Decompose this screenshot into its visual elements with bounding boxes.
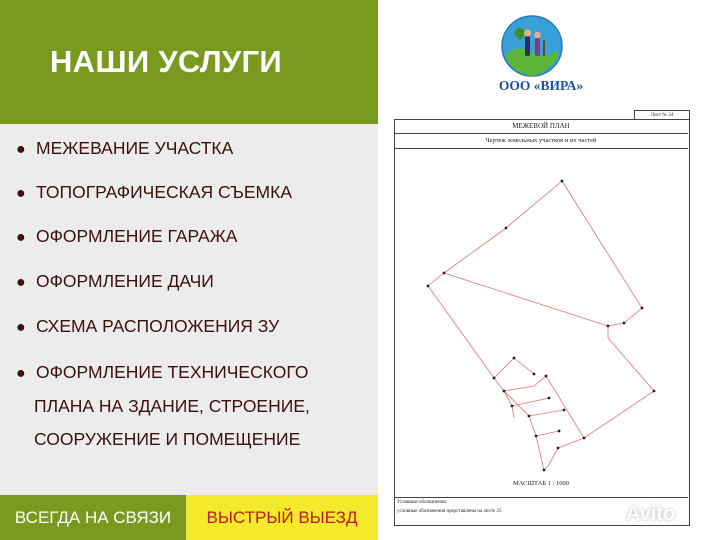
avito-watermark	[596, 503, 675, 526]
header-band	[0, 0, 378, 124]
bullet-icon: ●	[16, 319, 26, 336]
service-item	[16, 356, 310, 456]
plan-drawing	[394, 148, 688, 478]
bullet-icon: ●	[16, 365, 26, 382]
service-label: ОФОРМЛЕНИЕ ТЕХНИЧЕСКОГО	[36, 362, 309, 382]
bullet-icon: ●	[16, 141, 26, 158]
service-label: СХЕМА РАСПОЛОЖЕНИЯ ЗУ	[36, 316, 280, 336]
sheet-number: Лист № 24	[634, 110, 690, 120]
service-item	[16, 132, 233, 166]
service-label: ТОПОГРАФИЧЕСКАЯ СЪЕМКА	[36, 182, 293, 202]
service-label: СООРУЖЕНИЕ И ПОМЕЩЕНИЕ	[34, 429, 301, 449]
company-name: ООО «ВИРА»	[498, 78, 584, 93]
service-label: ОФОРМЛЕНИЕ ДАЧИ	[36, 271, 214, 291]
always-connected-banner: ВСЕГДА НА СВЯЗИ	[0, 495, 186, 540]
plan-title: МЕЖЕВОЙ ПЛАН	[394, 119, 688, 134]
service-item	[16, 310, 279, 344]
fast-departure-banner: ВЫСТРЫЙ ВЫЕЗД	[186, 495, 378, 540]
plan-scale: МАСШТАБ 1 : 1000	[512, 480, 570, 487]
bullet-icon: ●	[16, 185, 26, 202]
avito-text: Avito	[626, 503, 676, 525]
service-item	[16, 176, 292, 210]
plan-subtitle: Чертеж земельных участков и их частей	[394, 134, 688, 149]
company-logo-icon	[500, 14, 564, 78]
legend-title: Условные обозначения:	[397, 500, 448, 505]
bullet-icon: ●	[16, 274, 26, 291]
service-item	[16, 220, 237, 254]
service-item	[16, 265, 214, 299]
page-title: НАШИ УСЛУГИ	[50, 44, 282, 79]
service-label: ОФОРМЛЕНИЕ ГАРАЖА	[36, 226, 238, 246]
service-label: ПЛАНА НА ЗДАНИЕ, СТРОЕНИЕ,	[34, 396, 310, 416]
bullet-icon: ●	[16, 229, 26, 246]
service-label: МЕЖЕВАНИЕ УЧАСТКА	[36, 138, 234, 158]
legend-text: условные обозначения представлены на листе 25	[397, 509, 502, 514]
avito-logo-icon	[596, 505, 622, 525]
